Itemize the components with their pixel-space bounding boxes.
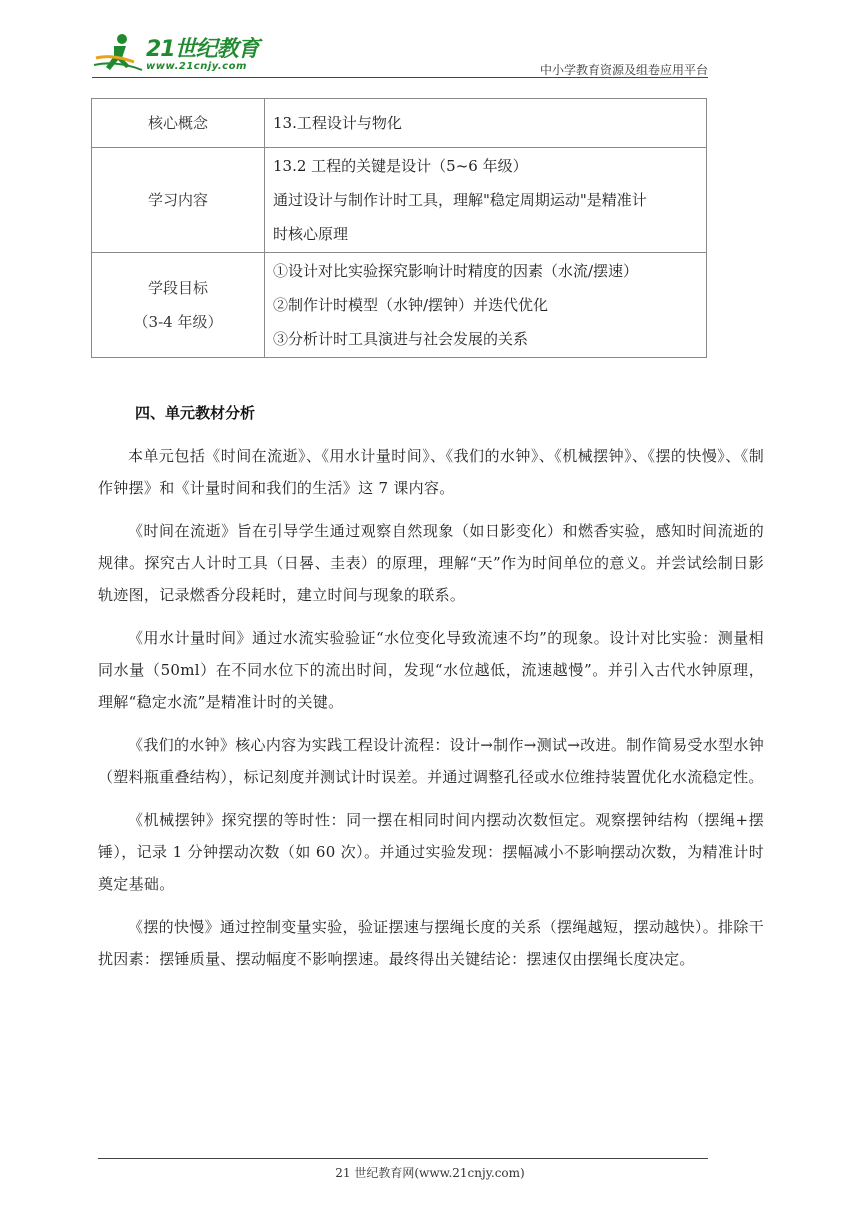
footer-divider	[98, 1158, 708, 1159]
row-label	[92, 253, 265, 358]
section-heading: 四、单元教材分析	[135, 404, 256, 422]
paragraph: 《用水计量时间》通过水流实验验证“水位变化导致流速不均”的现象。设计对比实验：测量相同水量（50ml）在不同水位下的流出时间，发现“水位越低，流速越慢”。并引入古代水钟原理，理解“稳定水流”是精准计时的关键。	[98, 629, 764, 711]
row-content-line: ③分析计时工具演进与社会发展的关系	[273, 330, 529, 348]
row-content	[265, 253, 707, 358]
logo-url: www.21cnjy.com	[146, 61, 247, 72]
paragraph: 《我们的水钟》核心内容为实践工程设计流程：设计→制作→测试→改进。制作简易受水型水钟（塑料瓶重叠结构），标记刻度并测试计时误差。并通过调整孔径或水位维持装置优化水流稳定性。	[98, 736, 764, 786]
row-content	[265, 148, 707, 253]
row-content-line: 13.工程设计与物化	[273, 114, 402, 132]
row-content-line: 13.2 工程的关键是设计（5~6 年级）	[273, 157, 528, 175]
row-content-line: 时核心原理	[273, 225, 349, 243]
row-content	[265, 99, 707, 148]
row-label-line: 学段目标	[147, 279, 208, 297]
row-label-line: 核心概念	[147, 114, 208, 132]
table-row	[92, 253, 707, 358]
row-content-line: 通过设计与制作计时工具，理解"稳定周期运动"是精准计	[273, 191, 647, 209]
platform-name: 中小学教育资源及组卷应用平台	[539, 63, 708, 77]
row-label-line: （3-4 年级）	[133, 313, 223, 331]
row-content-line: ②制作计时模型（水钟/摆钟）并迭代优化	[273, 296, 549, 314]
page-header	[92, 30, 708, 78]
table-row	[92, 148, 707, 253]
row-label	[92, 148, 265, 253]
analysis-body	[98, 440, 764, 986]
logo-text: 21世纪教育	[146, 37, 259, 62]
paragraph: 本单元包括《时间在流逝》、《用水计量时间》、《我们的水钟》、《机械摆钟》、《摆的快慢》、《制作钟摆》和《计量时间和我们的生活》这 7 课内容。	[98, 447, 764, 497]
runner-logo-icon	[92, 32, 152, 74]
paragraph: 《摆的快慢》通过控制变量实验，验证摆速与摆绳长度的关系（摆绳越短，摆动越快）。排除干扰因素：摆锤质量、摆动幅度不影响摆速。最终得出关键结论：摆速仅由摆绳长度决定。	[98, 918, 764, 968]
table-row	[92, 99, 707, 148]
header-divider	[92, 77, 708, 78]
row-label	[92, 99, 265, 148]
site-logo[interactable]	[92, 32, 262, 76]
paragraph: 《机械摆钟》探究摆的等时性：同一摆在相同时间内摆动次数恒定。观察摆钟结构（摆绳+摆锤），记录 1 分钟摆动次数（如 60 次）。并通过实验发现：摆幅减小不影响摆动次数，为精准计时奠定基础。	[98, 811, 764, 893]
concept-table	[91, 98, 707, 358]
page-footer[interactable]: 21 世纪教育网(www.21cnjy.com)	[335, 1166, 525, 1180]
paragraph: 《时间在流逝》旨在引导学生通过观察自然现象（如日影变化）和燃香实验，感知时间流逝的规律。探究古人计时工具（日晷、圭表）的原理，理解“天”作为时间单位的意义。并尝试绘制日影轨迹图，记录燃香分段耗时，建立时间与现象的联系。	[98, 522, 764, 604]
row-content-line: ①设计对比实验探究影响计时精度的因素（水流/摆速）	[273, 262, 639, 280]
row-label-line: 学习内容	[147, 191, 208, 209]
